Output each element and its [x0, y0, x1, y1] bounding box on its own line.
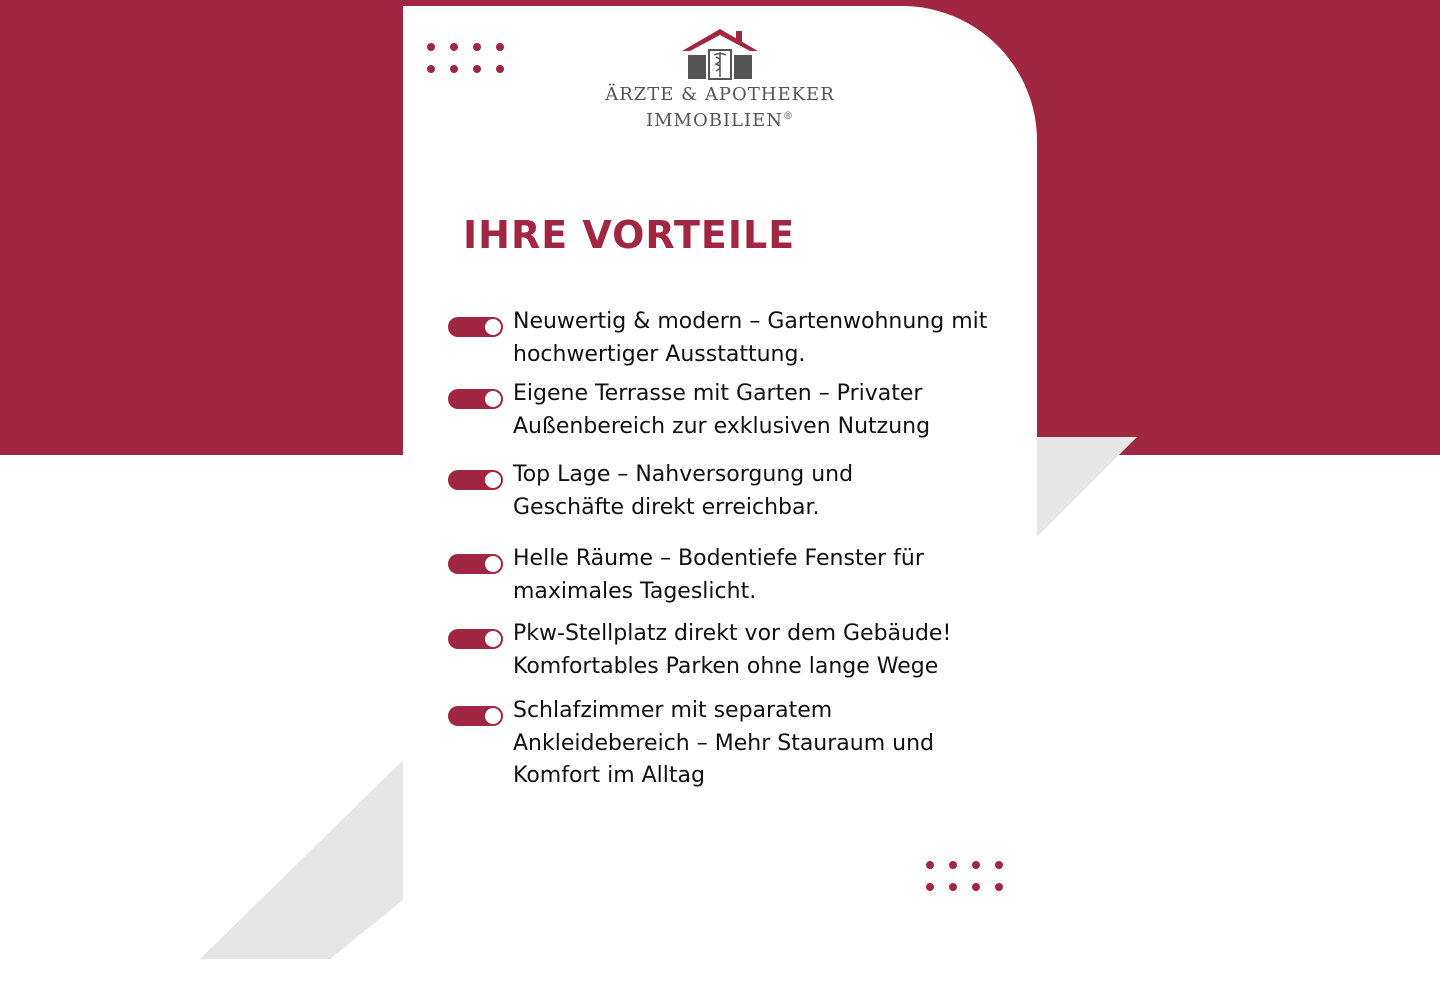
toggle-on-icon [448, 389, 503, 409]
house-caduceus-icon [680, 26, 760, 80]
dot [995, 861, 1003, 869]
page-title: IHRE VORTEILE [463, 213, 796, 257]
logo-text-immobilien: IMMOBILIEN [645, 110, 784, 131]
dot [473, 65, 481, 73]
company-logo [580, 26, 860, 132]
toggle-on-icon [448, 470, 503, 490]
dot-grid-top [427, 43, 504, 73]
gray-stripe-lower [200, 760, 403, 959]
gray-stripe-upper [1037, 437, 1137, 537]
benefit-text: Eigene Terrasse mit Garten – Privater Außenbereich zur exklusiven Nutzung [513, 381, 931, 439]
toggle-on-icon [448, 629, 503, 649]
dot [972, 861, 980, 869]
dot [995, 883, 1003, 891]
benefit-text: Neuwertig & modern – Gartenwohnung mit hochwertiger Ausstattung. [513, 309, 988, 367]
toggle-on-icon [448, 706, 503, 726]
dot [496, 43, 504, 51]
dot [450, 65, 458, 73]
benefit-text: Pkw-Stellplatz direkt vor dem Gebäude! Komfortables Parken ohne lange Wege [513, 621, 952, 679]
benefit-text: Schlafzimmer mit separatem Ankleidebereich – Mehr Stauraum und Komfort im Alltag [513, 698, 934, 788]
dot [972, 883, 980, 891]
dot [496, 65, 504, 73]
dot [926, 861, 934, 869]
dot [450, 43, 458, 51]
registered-mark: ® [783, 111, 795, 122]
dot [949, 883, 957, 891]
dot-grid-bottom [926, 861, 1003, 891]
dot [949, 861, 957, 869]
dot [427, 43, 435, 51]
toggle-on-icon [448, 554, 503, 574]
dot [926, 883, 934, 891]
dot [473, 43, 481, 51]
dot [427, 65, 435, 73]
benefit-text: Helle Räume – Bodentiefe Fenster für maximales Tageslicht. [513, 546, 924, 604]
benefit-text: Top Lage – Nahversorgung und Geschäfte direkt erreichbar. [513, 462, 854, 520]
logo-text-line1: ÄRZTE & APOTHEKER [605, 84, 835, 105]
logo-text-line2 [580, 106, 860, 132]
toggle-on-icon [448, 317, 503, 337]
